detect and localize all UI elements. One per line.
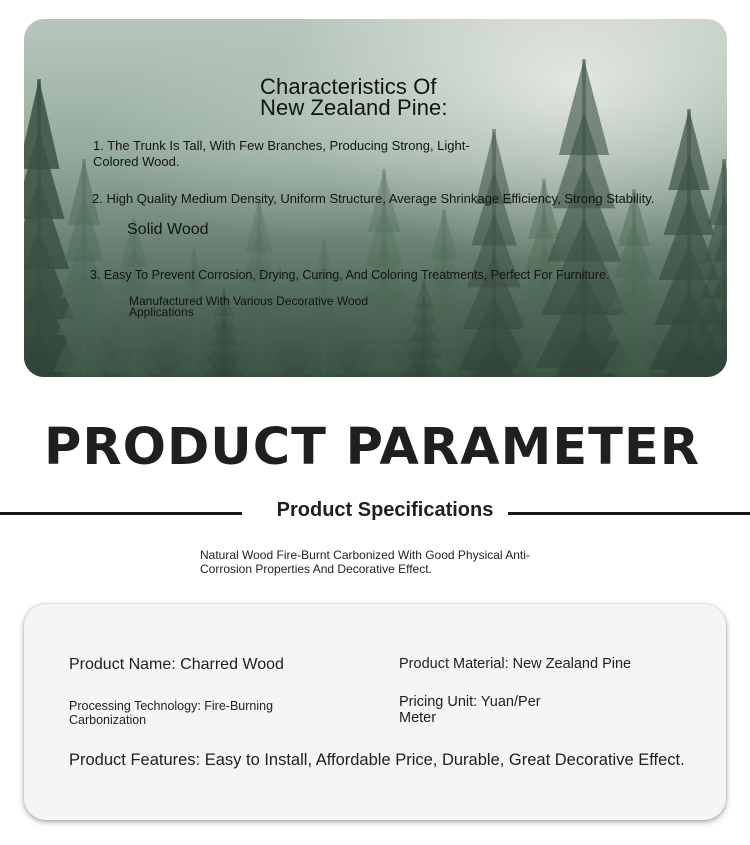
spec-product-name: Product Name: Charred Wood [69,656,284,673]
section-description: Natural Wood Fire-Burnt Carbonized With Good Physical Anti-Corrosion Properties And Decorative Effect. [200,548,530,576]
characteristic-2-subtext: Solid Wood [127,221,209,238]
hero-title-line-2: New Zealand Pine: [260,95,448,120]
spec-product-material: Product Material: New Zealand Pine [399,656,632,672]
characteristic-3: 3. Easy To Prevent Corrosion, Drying, Curing, And Coloring Treatments, Perfect For Furniture. [90,268,610,282]
hero-title-line-1: Characteristics Of [260,74,437,99]
spec-product-features: Product Features: Easy to Install, Affordable Price, Durable, Great Decorative Effect. [69,751,685,769]
characteristic-3-subtext: Manufactured With Various Decorative Wood Applications [129,294,368,319]
spec-card [24,604,726,820]
characteristic-1: 1. The Trunk Is Tall, With Few Branches, Producing Strong, Light-Colored Wood. [93,138,470,169]
characteristic-2: 2. High Quality Medium Density, Uniform Structure, Average Shrinkage Efficiency, Strong Stability. [92,191,655,206]
section-heading: PRODUCT PARAMETER [43,418,701,477]
spec-pricing-unit: Pricing Unit: Yuan/Per Meter [399,694,541,726]
divider-left [0,512,242,515]
hero-title [260,76,500,118]
spec-processing-technology: Processing Technology: Fire-Burning Carbonization [69,699,274,727]
section-subheading: Product Specifications [276,499,494,521]
hero-banner [24,19,727,377]
divider-right [508,512,750,515]
